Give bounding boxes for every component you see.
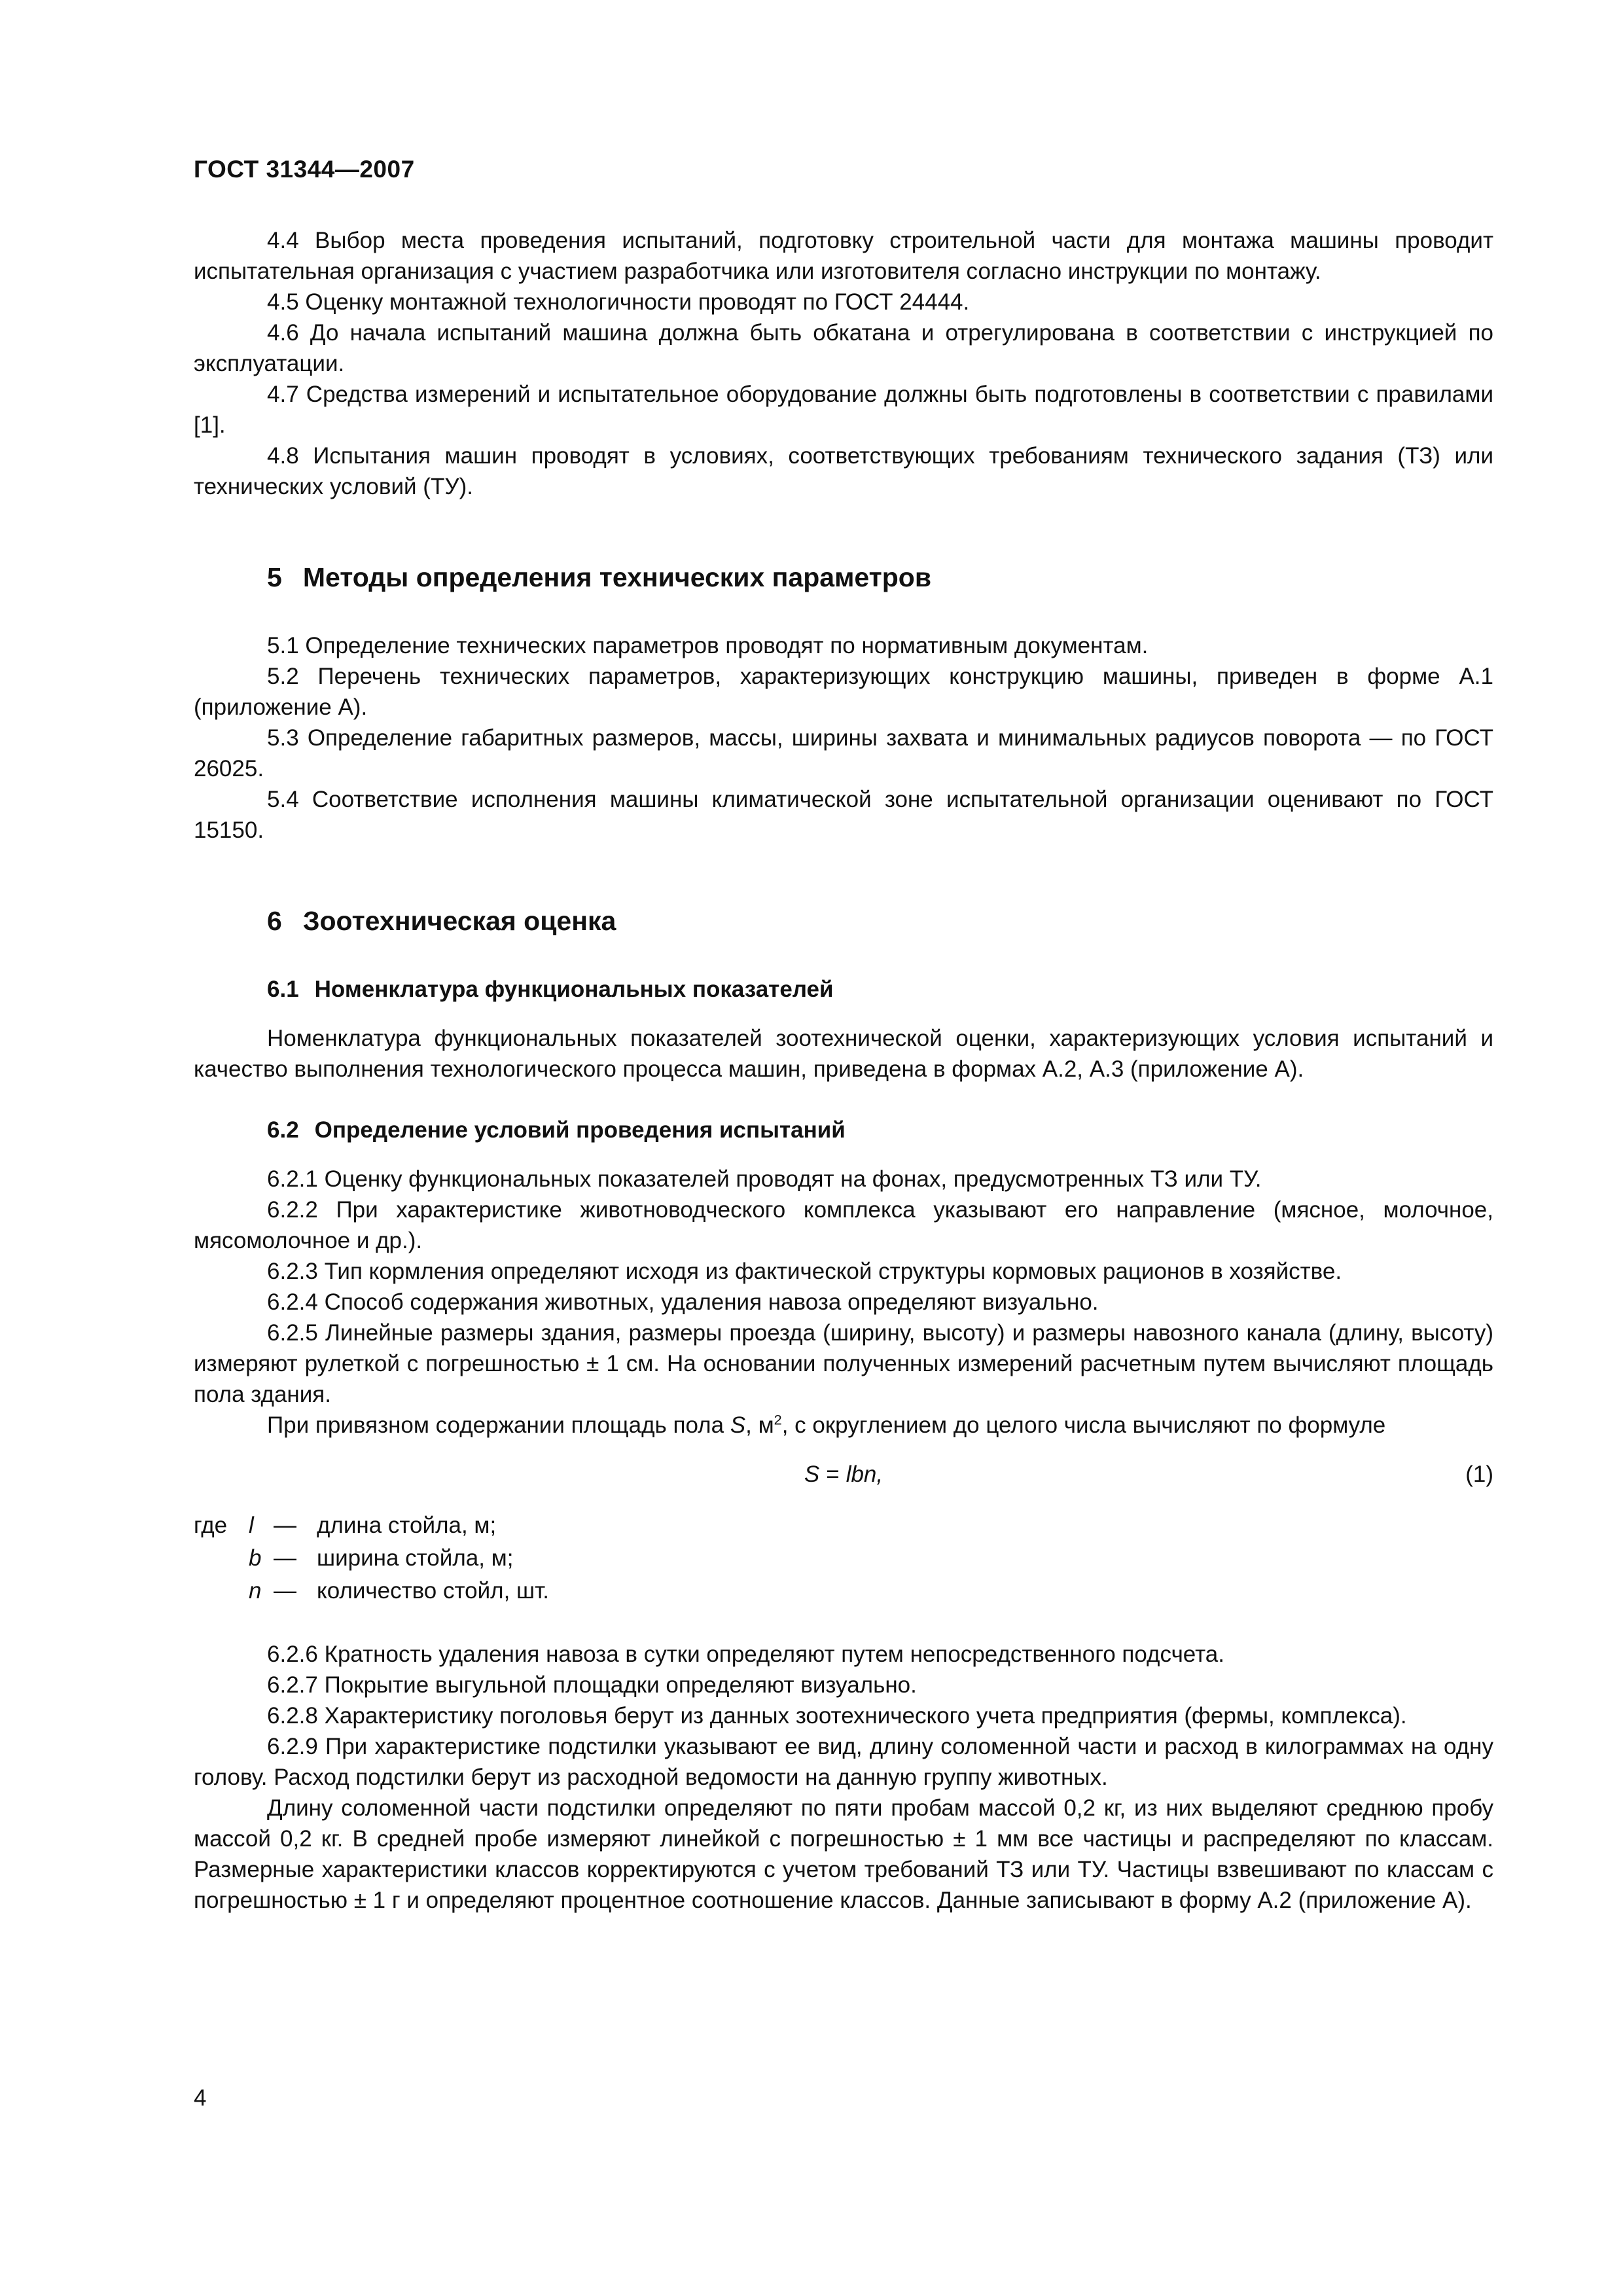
paragraph-4-8: 4.8 Испытания машин проводят в условиях, соответствующих требованиям технического задания (ТЗ) или технических условий (ТУ). — [194, 443, 1493, 499]
formula-1 — [194, 1459, 1493, 1490]
legend-dash-n: — — [274, 1578, 296, 1604]
paragraph-6-2-6: 6.2.6 Кратность удаления навоза в сутки определяют путем непосредственного подсчета. — [267, 1641, 1224, 1667]
subsection-6-2-number: 6.2 — [267, 1117, 299, 1143]
paragraph-6-2-2: 6.2.2 При характеристике животноводческого комплекса указывают его направление (мясное, молочное, мясомолочное и др.). — [194, 1197, 1493, 1253]
legend-label-spacer-1 — [194, 1542, 249, 1575]
legend-dash-b: — — [274, 1545, 296, 1571]
document-body — [194, 225, 1493, 1916]
legend-row-n — [194, 1575, 1493, 1607]
formula-variable: S — [804, 1462, 820, 1487]
section-5-title: Методы определения технических параметров — [302, 562, 932, 592]
paragraph-5-4: 5.4 Соответствие исполнения машины климатической зоне испытательной организации оценивают по ГОСТ 15150. — [194, 787, 1493, 843]
legend-label-spacer-2 — [194, 1575, 249, 1607]
subsection-heading-6-1 — [267, 974, 1493, 1005]
formula-intro-text-3: , с округлением до целого числа вычисляют по формуле — [781, 1412, 1386, 1438]
square-meter-superscript: 2 — [774, 1411, 782, 1428]
section-heading-5 — [267, 561, 1493, 594]
legend-symbol-n: n — [249, 1578, 262, 1604]
subsection-6-1-title: Номенклатура функциональных показателей — [314, 977, 834, 1002]
paragraph-6-2-7: 6.2.7 Покрытие выгульной площадки определяют визуально. — [267, 1672, 917, 1698]
formula-intro-variable: S — [730, 1412, 746, 1438]
formula-legend — [194, 1509, 1493, 1607]
paragraph-4-4: 4.4 Выбор места проведения испытаний, подготовку строительной части для монтажа машины проводит испытательная организация с участием разработчика или изготовителя согласно инструкции по монтажу. — [194, 228, 1493, 284]
legend-dash-l: — — [274, 1513, 296, 1538]
page-number: 4 — [194, 2085, 207, 2111]
legend-text-n: количество стойл, шт. — [317, 1578, 549, 1604]
paragraph-6-2-4: 6.2.4 Способ содержания животных, удаления навоза определяют визуально. — [267, 1289, 1099, 1315]
formula-value: lbn, — [846, 1462, 883, 1487]
paragraph-6-2-1: 6.2.1 Оценку функциональных показателей проводят на фонах, предусмотренных ТЗ или ТУ. — [267, 1166, 1262, 1192]
paragraph-5-2: 5.2 Перечень технических параметров, характеризующих конструкцию машины, приведен в форме А.1 (приложение А). — [194, 664, 1493, 720]
legend-symbol-b: b — [249, 1545, 262, 1571]
formula-number: (1) — [1465, 1462, 1493, 1487]
paragraph-5-3: 5.3 Определение габаритных размеров, массы, ширины захвата и минимальных радиусов поворота — по ГОСТ 26025. — [194, 725, 1493, 781]
legend-symbol-l: l — [249, 1513, 254, 1538]
legend-row-b — [194, 1542, 1493, 1575]
document-number-header: ГОСТ 31344—2007 — [194, 156, 415, 183]
paragraph-6-2-9-a: 6.2.9 При характеристике подстилки указывают ее вид, длину соломенной части и расход в килограммах на одну голову. Расход подстилки берут из расходной ведомости на данную группу животных. — [194, 1734, 1493, 1790]
paragraph-4-6: 4.6 До начала испытаний машина должна быть обкатана и отрегулирована в соответствии с инструкцией по эксплуатации. — [194, 320, 1493, 376]
subsection-heading-6-2 — [267, 1115, 1493, 1145]
paragraph-4-5: 4.5 Оценку монтажной технологичности проводят по ГОСТ 24444. — [267, 289, 970, 315]
paragraph-6-1: Номенклатура функциональных показателей зоотехнической оценки, характеризующих условия испытаний и качество выполнения технологического процесса машин, приведена в формах А.2, А.3 (приложение А). — [194, 1026, 1493, 1082]
section-5-number: 5 — [267, 562, 282, 592]
paragraph-4-7: 4.7 Средства измерений и испытательное оборудование должны быть подготовлены в соответствии с правилами [1]. — [194, 382, 1493, 438]
legend-row-l — [194, 1509, 1493, 1542]
subsection-6-1-number: 6.1 — [267, 977, 299, 1002]
formula-equals-sign: = — [826, 1462, 840, 1487]
paragraph-6-2-5: 6.2.5 Линейные размеры здания, размеры проезда (ширину, высоту) и размеры навозного канала (длину, высоту) измеряют рулеткой с погрешностью ± 1 см. На основании полученных измерений расчетным путем вычисляют площадь пола здания. — [194, 1320, 1493, 1407]
section-6-number: 6 — [267, 906, 282, 936]
paragraph-6-2-3: 6.2.3 Тип кормления определяют исходя из фактической структуры кормовых рационов в хозяйстве. — [267, 1259, 1342, 1284]
subsection-6-2-title: Определение условий проведения испытаний — [314, 1117, 846, 1143]
formula-intro-text-2: , м — [745, 1412, 774, 1438]
formula-intro-text-1: При привязном содержании площадь пола — [267, 1412, 730, 1438]
paragraph-6-2-9-b: Длину соломенной части подстилки определяют по пяти пробам массой 0,2 кг, из них выделяют среднюю пробу массой 0,2 кг. В средней пробе измеряют линейкой с погрешностью ± 1 мм все частицы и распределяют по классам. Размерные характеристики классов корректируются с учетом требований ТЗ или ТУ. Частицы взвешивают по классам с погрешностью ± 1 г и определяют процентное соотношение классов. Данные записывают в форму А.2 (приложение А). — [194, 1795, 1493, 1913]
legend-label: где — [194, 1513, 228, 1538]
section-6-title: Зоотехническая оценка — [302, 906, 616, 936]
formula-expression — [804, 1462, 883, 1487]
paragraph-6-2-8: 6.2.8 Характеристику поголовья берут из данных зоотехнического учета предприятия (фермы, комплекса). — [267, 1703, 1407, 1729]
paragraph-formula-intro — [194, 1410, 1493, 1441]
legend-text-b: ширина стойла, м; — [317, 1545, 514, 1571]
legend-text-l: длина стойла, м; — [317, 1513, 497, 1538]
section-heading-6 — [267, 905, 1493, 937]
paragraph-5-1: 5.1 Определение технических параметров проводят по нормативным документам. — [267, 633, 1149, 658]
